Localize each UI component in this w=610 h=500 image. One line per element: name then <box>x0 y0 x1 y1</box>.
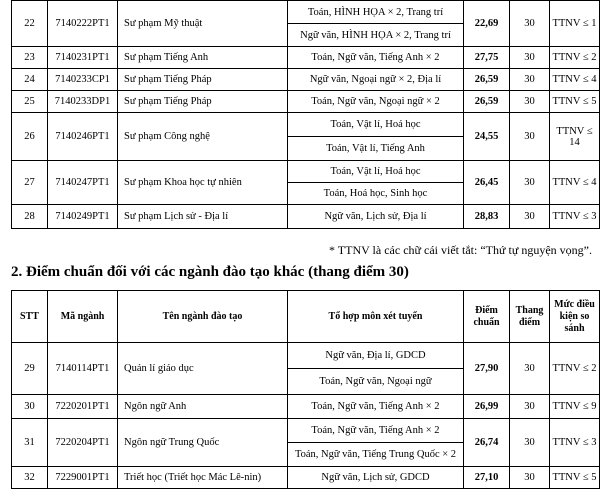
row-combo: Toán, Hoá học, Sinh học <box>288 183 464 205</box>
row-combo: Ngữ văn, Lịch sử, Địa lí <box>288 205 464 229</box>
row-scale: 30 <box>510 205 550 229</box>
row-condition: TTNV ≤ 2 <box>550 343 600 395</box>
row-combo: Toán, Ngữ văn, Tiếng Trung Quốc × 2 <box>288 443 464 467</box>
row-stt: 28 <box>12 205 48 229</box>
row-major: Ngôn ngữ Trung Quốc <box>118 419 288 467</box>
header-stt: STT <box>12 291 48 343</box>
row-score: 26,59 <box>464 91 510 113</box>
row-combo: Toán, Ngữ văn, Ngoại ngữ × 2 <box>288 91 464 113</box>
row-stt: 29 <box>12 343 48 395</box>
table-row <box>12 1 600 24</box>
table-row <box>12 47 600 69</box>
row-major: Sư phạm Khoa học tự nhiên <box>118 161 288 205</box>
row-code: 7140249PT1 <box>48 205 118 229</box>
row-score: 27,10 <box>464 467 510 489</box>
row-score: 26,59 <box>464 69 510 91</box>
row-condition: TTNV ≤ 9 <box>550 395 600 419</box>
row-score: 22,69 <box>464 1 510 47</box>
header-scale: Thang điểm <box>510 291 550 343</box>
admission-table-part-1 <box>11 0 600 229</box>
row-condition: TTNV ≤ 5 <box>550 91 600 113</box>
row-condition: TTNV ≤ 3 <box>550 419 600 467</box>
row-code: 7229001PT1 <box>48 467 118 489</box>
row-score: 24,55 <box>464 113 510 161</box>
row-code: 7140246PT1 <box>48 113 118 161</box>
row-major: Sư phạm Tiếng Pháp <box>118 91 288 113</box>
row-code: 7140114PT1 <box>48 343 118 395</box>
row-combo: Toán, HÌNH HỌA × 2, Trang trí <box>288 1 464 24</box>
row-stt: 27 <box>12 161 48 205</box>
row-combo: Ngữ văn, Ngoại ngữ × 2, Địa lí <box>288 69 464 91</box>
row-code: 7220204PT1 <box>48 419 118 467</box>
row-score: 26,74 <box>464 419 510 467</box>
table-row <box>12 205 600 229</box>
table-row <box>12 395 600 419</box>
row-major: Sư phạm Lịch sử - Địa lí <box>118 205 288 229</box>
row-condition: TTNV ≤ 4 <box>550 69 600 91</box>
row-scale: 30 <box>510 161 550 205</box>
row-code: 7220201PT1 <box>48 395 118 419</box>
row-major: Sư phạm Tiếng Pháp <box>118 69 288 91</box>
row-stt: 24 <box>12 69 48 91</box>
row-scale: 30 <box>510 47 550 69</box>
row-combo: Toán, Vật lí, Hoá học <box>288 161 464 183</box>
row-stt: 32 <box>12 467 48 489</box>
table-row <box>12 91 600 113</box>
row-combo: Ngữ văn, Địa lí, GDCD <box>288 343 464 369</box>
row-scale: 30 <box>510 467 550 489</box>
section-2-heading: 2. Điểm chuẩn đối với các ngành đào tạo khác (thang điểm 30) <box>11 264 409 280</box>
table-row <box>12 113 600 137</box>
row-scale: 30 <box>510 395 550 419</box>
row-combo: Ngữ văn, Lịch sử, GDCD <box>288 467 464 489</box>
row-scale: 30 <box>510 419 550 467</box>
row-score: 27,75 <box>464 47 510 69</box>
row-code: 7140247PT1 <box>48 161 118 205</box>
row-combo: Toán, Ngữ văn, Tiếng Anh × 2 <box>288 395 464 419</box>
row-condition: TTNV ≤ 14 <box>550 113 600 161</box>
row-stt: 31 <box>12 419 48 467</box>
header-major: Tên ngành đào tạo <box>118 291 288 343</box>
row-combo: Toán, Ngữ văn, Tiếng Anh × 2 <box>288 47 464 69</box>
row-stt: 23 <box>12 47 48 69</box>
row-condition: TTNV ≤ 3 <box>550 205 600 229</box>
row-code: 7140233DP1 <box>48 91 118 113</box>
header-score: Điểm chuẩn <box>464 291 510 343</box>
row-condition: TTNV ≤ 4 <box>550 161 600 205</box>
row-code: 7140222PT1 <box>48 1 118 47</box>
row-score: 26,45 <box>464 161 510 205</box>
row-stt: 22 <box>12 1 48 47</box>
row-major: Triết học (Triết học Mác Lê-nin) <box>118 467 288 489</box>
row-score: 28,83 <box>464 205 510 229</box>
row-condition: TTNV ≤ 5 <box>550 467 600 489</box>
header-code: Mã ngành <box>48 291 118 343</box>
table-row <box>12 69 600 91</box>
row-stt: 30 <box>12 395 48 419</box>
row-combo: Toán, Ngữ văn, Ngoại ngữ <box>288 369 464 395</box>
row-major: Sư phạm Mỹ thuật <box>118 1 288 47</box>
row-stt: 25 <box>12 91 48 113</box>
row-combo: Ngữ văn, HÌNH HỌA × 2, Trang trí <box>288 24 464 47</box>
row-score: 26,99 <box>464 395 510 419</box>
row-condition: TTNV ≤ 2 <box>550 47 600 69</box>
row-stt: 26 <box>12 113 48 161</box>
row-scale: 30 <box>510 1 550 47</box>
row-scale: 30 <box>510 69 550 91</box>
row-combo: Toán, Ngữ văn, Tiếng Anh × 2 <box>288 419 464 443</box>
row-score: 27,90 <box>464 343 510 395</box>
row-major: Sư phạm Công nghệ <box>118 113 288 161</box>
table-header-row <box>12 291 600 343</box>
row-condition: TTNV ≤ 1 <box>550 1 600 47</box>
header-combo: Tổ hợp môn xét tuyển <box>288 291 464 343</box>
abbreviation-note: * TTNV là các chữ cái viết tắt: “Thứ tự nguyện vọng”. <box>329 243 592 257</box>
header-condition: Mức điều kiện so sánh <box>550 291 600 343</box>
row-code: 7140231PT1 <box>48 47 118 69</box>
table-row <box>12 161 600 183</box>
table-row <box>12 467 600 489</box>
row-major: Quản lí giáo dục <box>118 343 288 395</box>
row-combo: Toán, Vật lí, Hoá học <box>288 113 464 137</box>
row-major: Sư phạm Tiếng Anh <box>118 47 288 69</box>
row-scale: 30 <box>510 91 550 113</box>
row-combo: Toán, Vật lí, Tiếng Anh <box>288 137 464 161</box>
admission-table-part-2 <box>11 290 600 489</box>
row-scale: 30 <box>510 113 550 161</box>
row-code: 7140233CP1 <box>48 69 118 91</box>
row-scale: 30 <box>510 343 550 395</box>
table-row <box>12 343 600 369</box>
table-row <box>12 419 600 443</box>
row-major: Ngôn ngữ Anh <box>118 395 288 419</box>
